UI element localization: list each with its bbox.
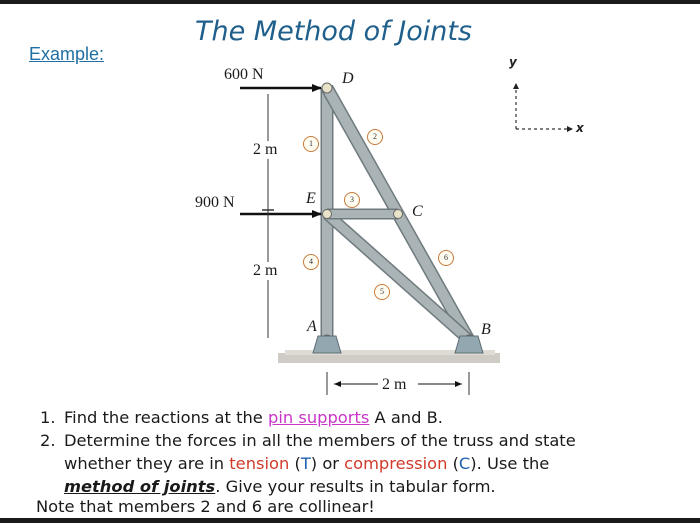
joint-label-B: B [481, 321, 491, 338]
load-label-900N: 900 N [195, 194, 235, 211]
joint-C-pin [394, 210, 403, 219]
question-1 [40, 406, 690, 429]
member-number-3: 3 [344, 192, 360, 208]
pin-support-B [455, 336, 483, 353]
question-1-text-end: A and B. [369, 408, 443, 427]
compression-word: compression [344, 454, 448, 473]
question-2-line-1 [40, 429, 690, 452]
example-heading: Example: [29, 44, 105, 64]
axis-y-label: y [509, 55, 517, 69]
member-number-5: 5 [374, 284, 390, 300]
question-2-text-e: ). Use the [470, 454, 550, 473]
joint-E-pin [323, 210, 332, 219]
dim-label-bottom: 2 m [382, 376, 407, 393]
collinear-note: Note that members 2 and 6 are collinear! [36, 497, 375, 516]
member-number-2: 2 [367, 129, 383, 145]
axis-x-label: x [576, 121, 584, 135]
member-number-4: 4 [303, 254, 319, 270]
question-2-text-d: ( [447, 454, 459, 473]
question-list [40, 406, 690, 498]
tension-word: tension [229, 454, 290, 473]
question-2-text-line-1: Determine the forces in all the members of the truss and state [64, 431, 576, 450]
pin-supports-link[interactable]: pin supports [267, 408, 370, 427]
question-2-number: 2. [40, 431, 56, 450]
question-2-text-c: ) or [310, 454, 345, 473]
question-2-text-line-3: . Give your results in tabular form. [215, 477, 496, 496]
joint-label-E: E [306, 190, 316, 207]
dim-label-upper: 2 m [253, 141, 278, 158]
joint-label-A: A [307, 318, 317, 335]
dim-label-lower: 2 m [253, 262, 278, 279]
joint-D-pin [322, 83, 332, 93]
question-2-line-3 [40, 475, 690, 498]
member-number-1: 1 [303, 136, 319, 152]
tension-abbrev: T [300, 454, 311, 473]
bottom-frame-border [0, 518, 700, 523]
method-of-joints-emphasis: method of joints [64, 477, 216, 496]
question-1-text-start: Find the reactions at the [64, 408, 268, 427]
load-label-600N: 600 N [224, 66, 264, 83]
question-2-line-2 [40, 452, 690, 475]
joint-label-D: D [342, 70, 354, 87]
member-5-EB [327, 214, 469, 340]
joint-label-C: C [412, 203, 423, 220]
page-title: The Method of Joints [195, 16, 473, 47]
question-1-number: 1. [40, 408, 56, 427]
pin-support-A [313, 336, 341, 353]
question-2-text-a: whether they are in [64, 454, 230, 473]
question-2-text-b: ( [289, 454, 301, 473]
compression-abbrev: C [458, 454, 471, 473]
member-number-6: 6 [438, 250, 454, 266]
